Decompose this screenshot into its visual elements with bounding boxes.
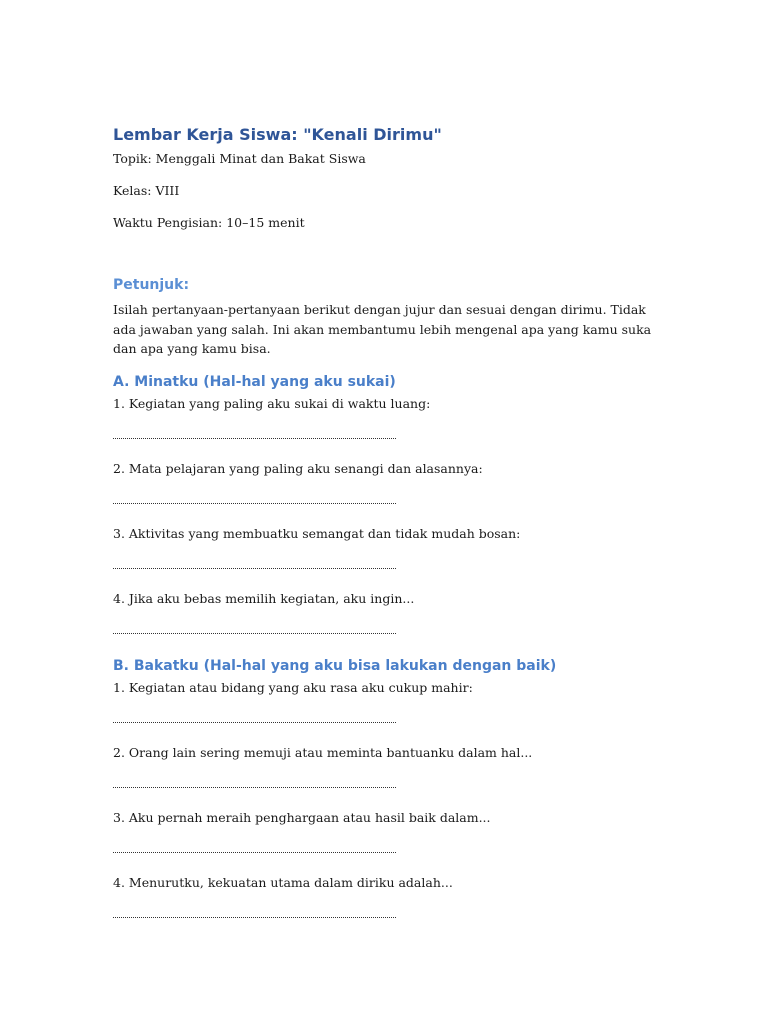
answer-line[interactable] <box>113 633 396 634</box>
section-talents <box>113 656 653 918</box>
answer-line[interactable] <box>113 787 396 788</box>
answer-line[interactable] <box>113 917 396 918</box>
question-item: 3. Aktivitas yang membuatku semangat dan tidak mudah bosan: <box>113 525 521 541</box>
question-item: 4. Menurutku, kekuatan utama dalam diriku adalah... <box>113 874 453 890</box>
question-item: 3. Aku pernah meraih penghargaan atau hasil baik dalam... <box>113 809 491 825</box>
worksheet-page <box>113 124 653 940</box>
answer-line[interactable] <box>113 568 396 569</box>
answer-line[interactable] <box>113 722 396 723</box>
section-heading: A. Minatku (Hal-hal yang aku sukai) <box>113 373 396 390</box>
section-interests <box>113 372 653 634</box>
answer-line[interactable] <box>113 503 396 504</box>
instructions-text: Isilah pertanyaan-pertanyaan berikut dengan jujur dan sesuai dengan dirimu. Tidak ada jawaban yang salah. Ini akan membantumu lebih mengenal apa yang kamu suka dan apa yang kamu bisa. <box>113 302 652 356</box>
question-item: 2. Orang lain sering memuji atau meminta bantuanku dalam hal... <box>113 744 533 760</box>
question-item: 4. Jika aku bebas memilih kegiatan, aku ingin... <box>113 590 415 606</box>
question-item: 2. Mata pelajaran yang paling aku senangi dan alasannya: <box>113 460 483 476</box>
answer-line[interactable] <box>113 852 396 853</box>
instructions-heading: Petunjuk: <box>113 277 190 293</box>
question-item: 1. Kegiatan atau bidang yang aku rasa aku cukup mahir: <box>113 679 473 695</box>
topic-line: Topik: Menggali Minat dan Bakat Siswa <box>113 151 366 166</box>
question-item: 1. Kegiatan yang paling aku sukai di waktu luang: <box>113 395 431 411</box>
class-line: Kelas: VIII <box>113 183 180 198</box>
time-line: Waktu Pengisian: 10–15 menit <box>113 215 305 230</box>
answer-line[interactable] <box>113 438 396 439</box>
worksheet-title: Lembar Kerja Siswa: "Kenali Dirimu" <box>113 125 442 144</box>
section-heading: B. Bakatku (Hal-hal yang aku bisa lakukan dengan baik) <box>113 657 557 674</box>
